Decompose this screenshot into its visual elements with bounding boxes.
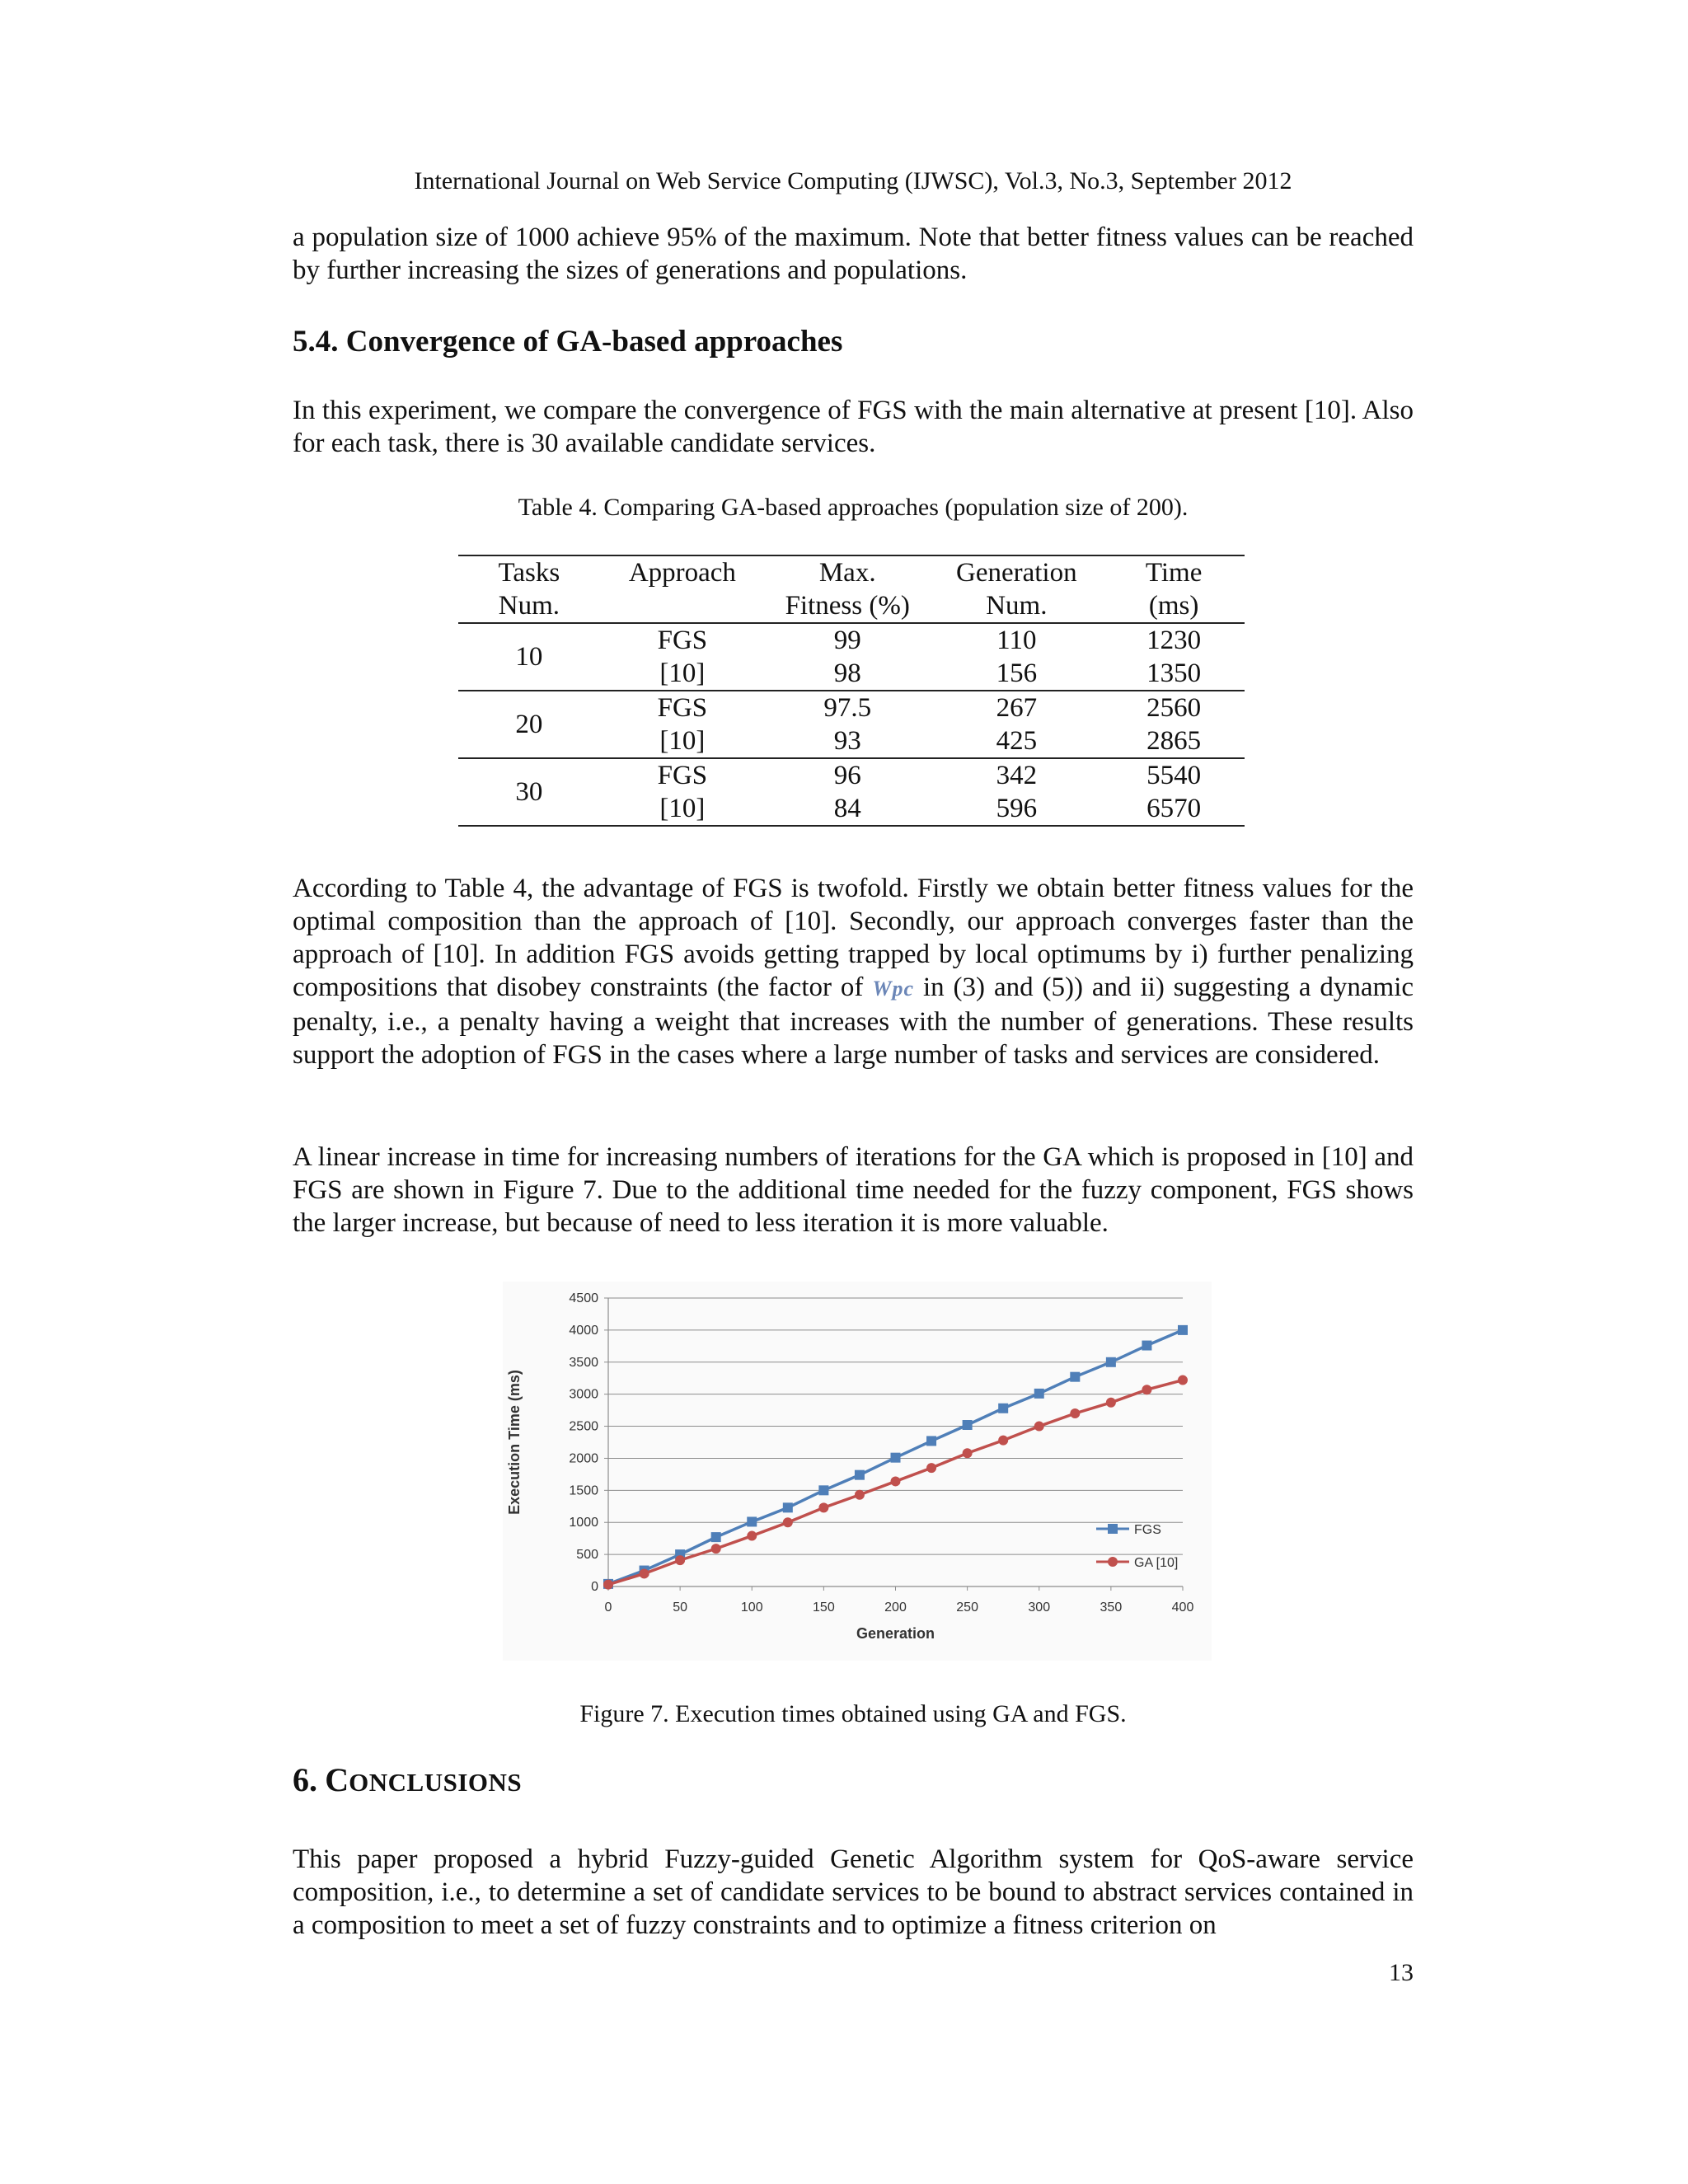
data-point (1142, 1385, 1151, 1394)
approach-cell: [10] (659, 794, 706, 823)
data-point (603, 1580, 613, 1590)
header-tasks: Tasks Num. (498, 558, 560, 621)
x-tick-label: 200 (884, 1601, 907, 1615)
tasks-cell: 30 (515, 777, 543, 807)
data-point (747, 1516, 757, 1526)
linear-paragraph-block (293, 1141, 1414, 1240)
header-generation: Generation Num. (956, 558, 1077, 621)
time-cell: 2865 (1146, 726, 1202, 756)
running-head: International Journal on Web Service Computing (IJWSC), Vol.3, No.3, September 2012 (414, 167, 1292, 194)
data-point (818, 1485, 828, 1495)
data-point (711, 1532, 721, 1542)
time-cell: 5540 (1146, 761, 1202, 790)
table-group-20 (458, 691, 1245, 758)
fitness-cell: 97.5 (823, 693, 872, 723)
intro-paragraph-block (293, 221, 1414, 287)
page-number: 13 (1389, 1959, 1414, 1986)
fitness-cell: 93 (833, 726, 861, 756)
y-axis-label: Execution Time (ms) (506, 1370, 523, 1515)
table-group-10 (458, 623, 1245, 691)
data-point (818, 1502, 828, 1512)
data-point (1106, 1357, 1116, 1367)
data-point (783, 1517, 793, 1527)
y-tick-label: 1500 (569, 1483, 598, 1498)
fitness-cell: 99 (833, 626, 861, 655)
section-6-heading: 6. CONCLUSIONS (293, 1761, 523, 1798)
y-tick-label: 1000 (569, 1516, 598, 1530)
generation-cell: 342 (996, 761, 1038, 790)
data-point (891, 1476, 901, 1486)
data-point (1034, 1422, 1044, 1432)
data-point (640, 1568, 649, 1578)
data-point (1178, 1376, 1188, 1385)
table-row (458, 691, 1245, 724)
x-axis-label: Generation (856, 1625, 935, 1642)
approach-cell: [10] (659, 658, 706, 688)
x-tick-label: 300 (1028, 1601, 1051, 1615)
data-point (926, 1463, 936, 1473)
time-cell: 1230 (1146, 626, 1202, 655)
data-point (711, 1544, 721, 1554)
data-point (1070, 1372, 1080, 1382)
generation-cell: 596 (996, 794, 1038, 823)
wpc-symbol: Wpc (872, 977, 915, 1001)
time-cell: 6570 (1146, 794, 1202, 823)
data-point (783, 1502, 793, 1512)
data-point (747, 1531, 757, 1541)
approach-cell: FGS (657, 626, 708, 655)
data-point (998, 1404, 1008, 1413)
approach-cell: [10] (659, 726, 706, 756)
legend-marker (1108, 1524, 1118, 1534)
section-6-heading-block (293, 1761, 1414, 1802)
fitness-cell: 96 (833, 761, 861, 790)
data-point (1142, 1341, 1151, 1351)
x-tick-label: 100 (740, 1601, 763, 1615)
figure-7-chart (503, 1282, 1212, 1661)
experiment-paragraph: In this experiment, we compare the convergence of FGS with the main alternative at present [10]. Also for each task, there is 30 available candidate services. (293, 396, 1414, 458)
header-approach: Approach (628, 558, 736, 588)
approach-cell: FGS (657, 761, 708, 790)
data-point (1070, 1408, 1080, 1418)
fitness-cell: 84 (833, 794, 861, 823)
linear-paragraph: A linear increase in time for increasing numbers of iterations for the GA which is proposed in [10] and FGS are shown in Figure 7. Due to the additional time needed for the fuzzy component, FGS shows the larger increase, but because of need to less iteration it is more valuable. (293, 1142, 1414, 1238)
time-cell: 2560 (1146, 693, 1202, 723)
data-point (963, 1420, 973, 1430)
x-tick-label: 250 (956, 1601, 978, 1615)
intro-paragraph: a population size of 1000 achieve 95% of the maximum. Note that better fitness values can be reached by further increasing the sizes of generations and populations. (293, 223, 1414, 285)
table-4-caption: Table 4. Comparing GA-based approaches (population size of 200). (518, 494, 1189, 521)
y-tick-label: 500 (576, 1548, 598, 1563)
legend-marker (1108, 1557, 1118, 1567)
data-point (675, 1555, 685, 1565)
table-header-row (458, 555, 1245, 623)
figure-7-caption: Figure 7. Execution times obtained using GA and FGS. (579, 1700, 1127, 1727)
data-point (855, 1470, 865, 1480)
time-cell: 1350 (1146, 658, 1202, 688)
data-point (1178, 1325, 1188, 1335)
data-point (855, 1490, 865, 1500)
table-row (458, 758, 1245, 792)
header-time: Time (ms) (1145, 558, 1203, 621)
header-fitness: Max. Fitness (%) (785, 558, 910, 621)
table-4 (458, 555, 1245, 827)
data-point (963, 1448, 973, 1458)
legend-label: GA [10] (1134, 1556, 1179, 1570)
conclusion-paragraph-block (293, 1843, 1414, 1942)
analysis-paragraph-block (293, 872, 1414, 1071)
y-tick-label: 2000 (569, 1451, 598, 1466)
approach-cell: FGS (657, 693, 708, 723)
y-tick-label: 0 (591, 1580, 598, 1594)
section-5-4-heading-block (293, 323, 1414, 361)
tasks-cell: 10 (515, 642, 543, 672)
x-tick-label: 150 (813, 1601, 835, 1615)
conclusion-paragraph: This paper proposed a hybrid Fuzzy-guided Genetic Algorithm system for QoS-aware service composition, i.e., to determine a set of candidate services to be bound to abstract services contained in a composition to meet a set of fuzzy constraints and to optimize a fitness criterion on (293, 1844, 1414, 1940)
legend-label: FGS (1134, 1523, 1161, 1537)
data-point (998, 1436, 1008, 1446)
y-tick-label: 4500 (569, 1291, 598, 1305)
experiment-paragraph-block (293, 394, 1414, 460)
data-point (1106, 1398, 1116, 1408)
x-tick-label: 400 (1171, 1601, 1194, 1615)
y-tick-label: 3500 (569, 1355, 598, 1370)
y-tick-label: 2500 (569, 1419, 598, 1434)
table-group-30 (458, 758, 1245, 826)
tasks-cell: 20 (515, 710, 543, 739)
x-tick-label: 0 (604, 1601, 612, 1615)
data-point (1034, 1389, 1044, 1399)
generation-cell: 425 (996, 726, 1038, 756)
generation-cell: 267 (996, 693, 1038, 723)
table-row (458, 623, 1245, 657)
x-tick-label: 50 (673, 1601, 688, 1615)
data-point (926, 1436, 936, 1446)
data-point (891, 1453, 901, 1463)
section-5-4-heading: 5.4. Convergence of GA-based approaches (293, 325, 843, 359)
generation-cell: 156 (996, 658, 1038, 688)
analysis-paragraph: According to Table 4, the advantage of FGS is twofold. Firstly we obtain better fitness values for the optimal composition than the approach of [10]. Secondly, our approach converges faster than the approach of [10]. In addition FGS avoids getting trapped by local optimums by i) further penalizing compositions that disobey constraints (the factor of Wpc in (3) and (5)) and ii) suggesting a dynamic penalty, i.e., a penalty having a weight that increases with the number of generations. These results support the adoption of FGS in the cases where a large number of tasks and services are considered. (293, 874, 1414, 1070)
x-tick-label: 350 (1100, 1601, 1123, 1615)
generation-cell: 110 (996, 626, 1037, 655)
fitness-cell: 98 (833, 658, 861, 688)
y-tick-label: 3000 (569, 1387, 598, 1402)
y-tick-label: 4000 (569, 1323, 598, 1338)
